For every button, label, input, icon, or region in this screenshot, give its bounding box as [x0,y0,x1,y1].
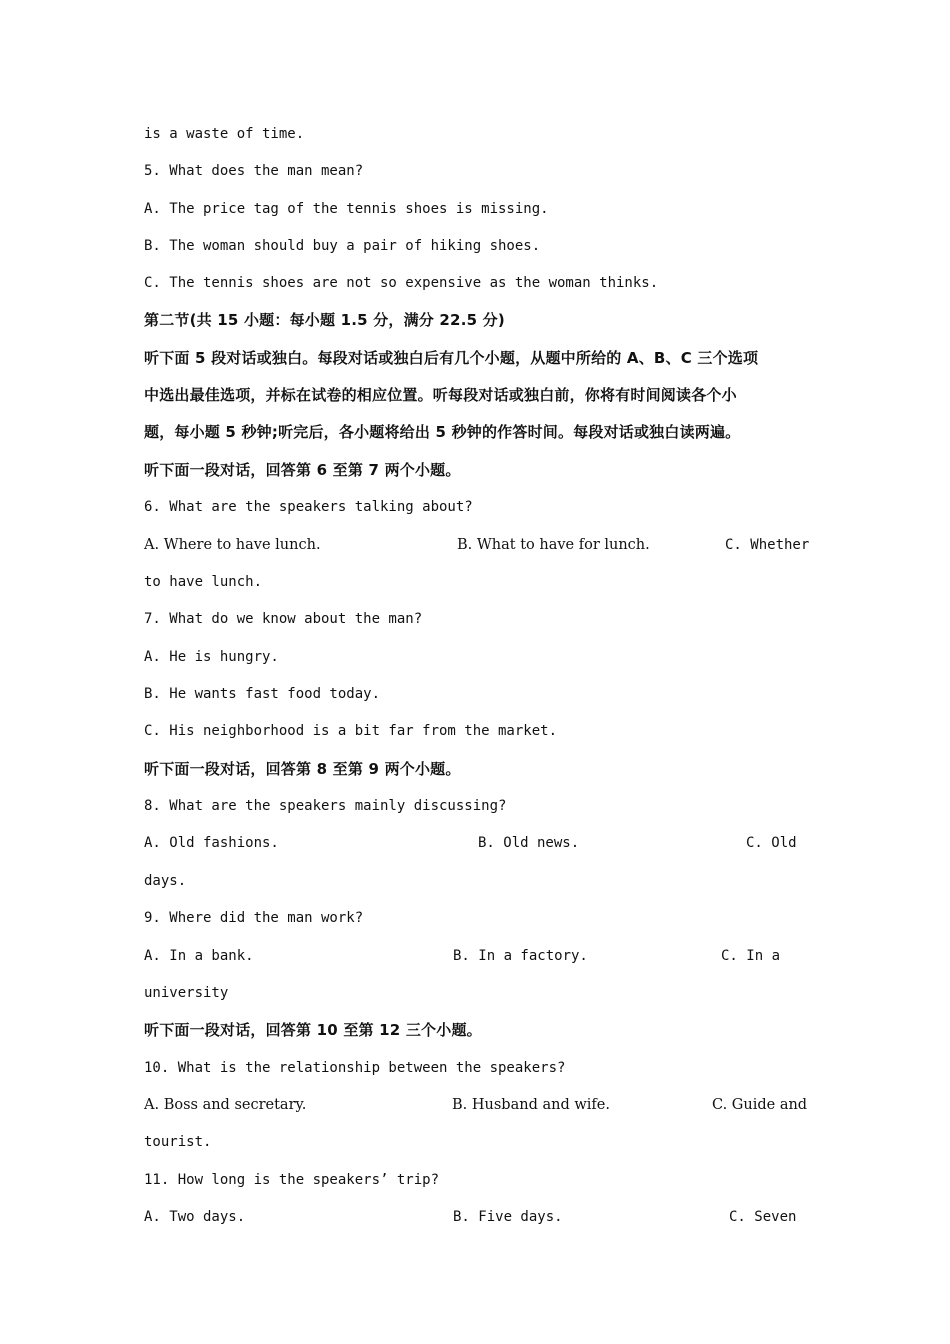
question-11: 11. How long is the speakers’ trip? [144,1172,440,1188]
option-5c: C. The tennis shoes are not so expensive as the woman thinks. [144,275,659,291]
option-9c-continued: university [144,985,229,1001]
option-5a: A. The price tag of the tennis shoes is missing. [144,201,549,217]
question-5: 5. What does the man mean? [144,163,364,179]
question-10: 10. What is the relationship between the speakers? [144,1060,566,1076]
option-6c: C. Whether [725,537,810,553]
dialogue-heading-10-12: 听下面一段对话，回答第 10 至第 12 三个小题。 [144,1021,482,1039]
option-10a: A. Boss and secretary. [144,1097,307,1113]
option-9c: C. In a [721,948,781,964]
option-9a: A. In a bank. [144,948,254,964]
dialogue-heading-6-7: 听下面一段对话，回答第 6 至第 7 两个小题。 [144,461,461,479]
option-6a: A. Where to have lunch. [144,537,321,553]
option-7b: B. He wants fast food today. [144,686,381,702]
section-2-heading: 第二节(共 15 小题：每小题 1.5 分，满分 22.5 分) [144,311,505,329]
dialogue-heading-8-9: 听下面一段对话，回答第 8 至第 9 两个小题。 [144,760,461,778]
option-7c: C. His neighborhood is a bit far from the market. [144,723,558,739]
option-8c: C. Old [746,835,797,851]
option-10c-continued: tourist. [144,1134,212,1150]
option-6b: B. What to have for lunch. [457,537,650,553]
instruction-line-1: 听下面 5 段对话或独白。每段对话或独白后有几个小题，从题中所给的 A、B、C 三个选项 [144,349,759,367]
question-8: 8. What are the speakers mainly discussing? [144,798,507,814]
option-5b: B. The woman should buy a pair of hiking shoes. [144,238,541,254]
option-8a: A. Old fashions. [144,835,279,851]
question-9: 9. Where did the man work? [144,910,364,926]
option-8b: B. Old news. [478,835,580,851]
question-6: 6. What are the speakers talking about? [144,499,473,515]
question-7: 7. What do we know about the man? [144,611,423,627]
option-11c: C. Seven [729,1209,797,1225]
option-6c-continued: to have lunch. [144,574,263,590]
option-9b: B. In a factory. [453,948,588,964]
option-7a: A. He is hungry. [144,649,279,665]
instruction-line-2: 中选出最佳选项，并标在试卷的相应位置。听每段对话或独白前，你将有时间阅读各个小 [144,386,737,404]
instruction-line-3: 题，每小题 5 秒钟;听完后，各小题将给出 5 秒钟的作答时间。每段对话或独白读两遍。 [144,423,741,441]
text-line: is a waste of time. [144,126,305,142]
option-11a: A. Two days. [144,1209,246,1225]
option-8c-continued: days. [144,873,187,889]
option-10b: B. Husband and wife. [452,1097,610,1113]
option-11b: B. Five days. [453,1209,563,1225]
option-10c: C. Guide and [712,1097,808,1113]
